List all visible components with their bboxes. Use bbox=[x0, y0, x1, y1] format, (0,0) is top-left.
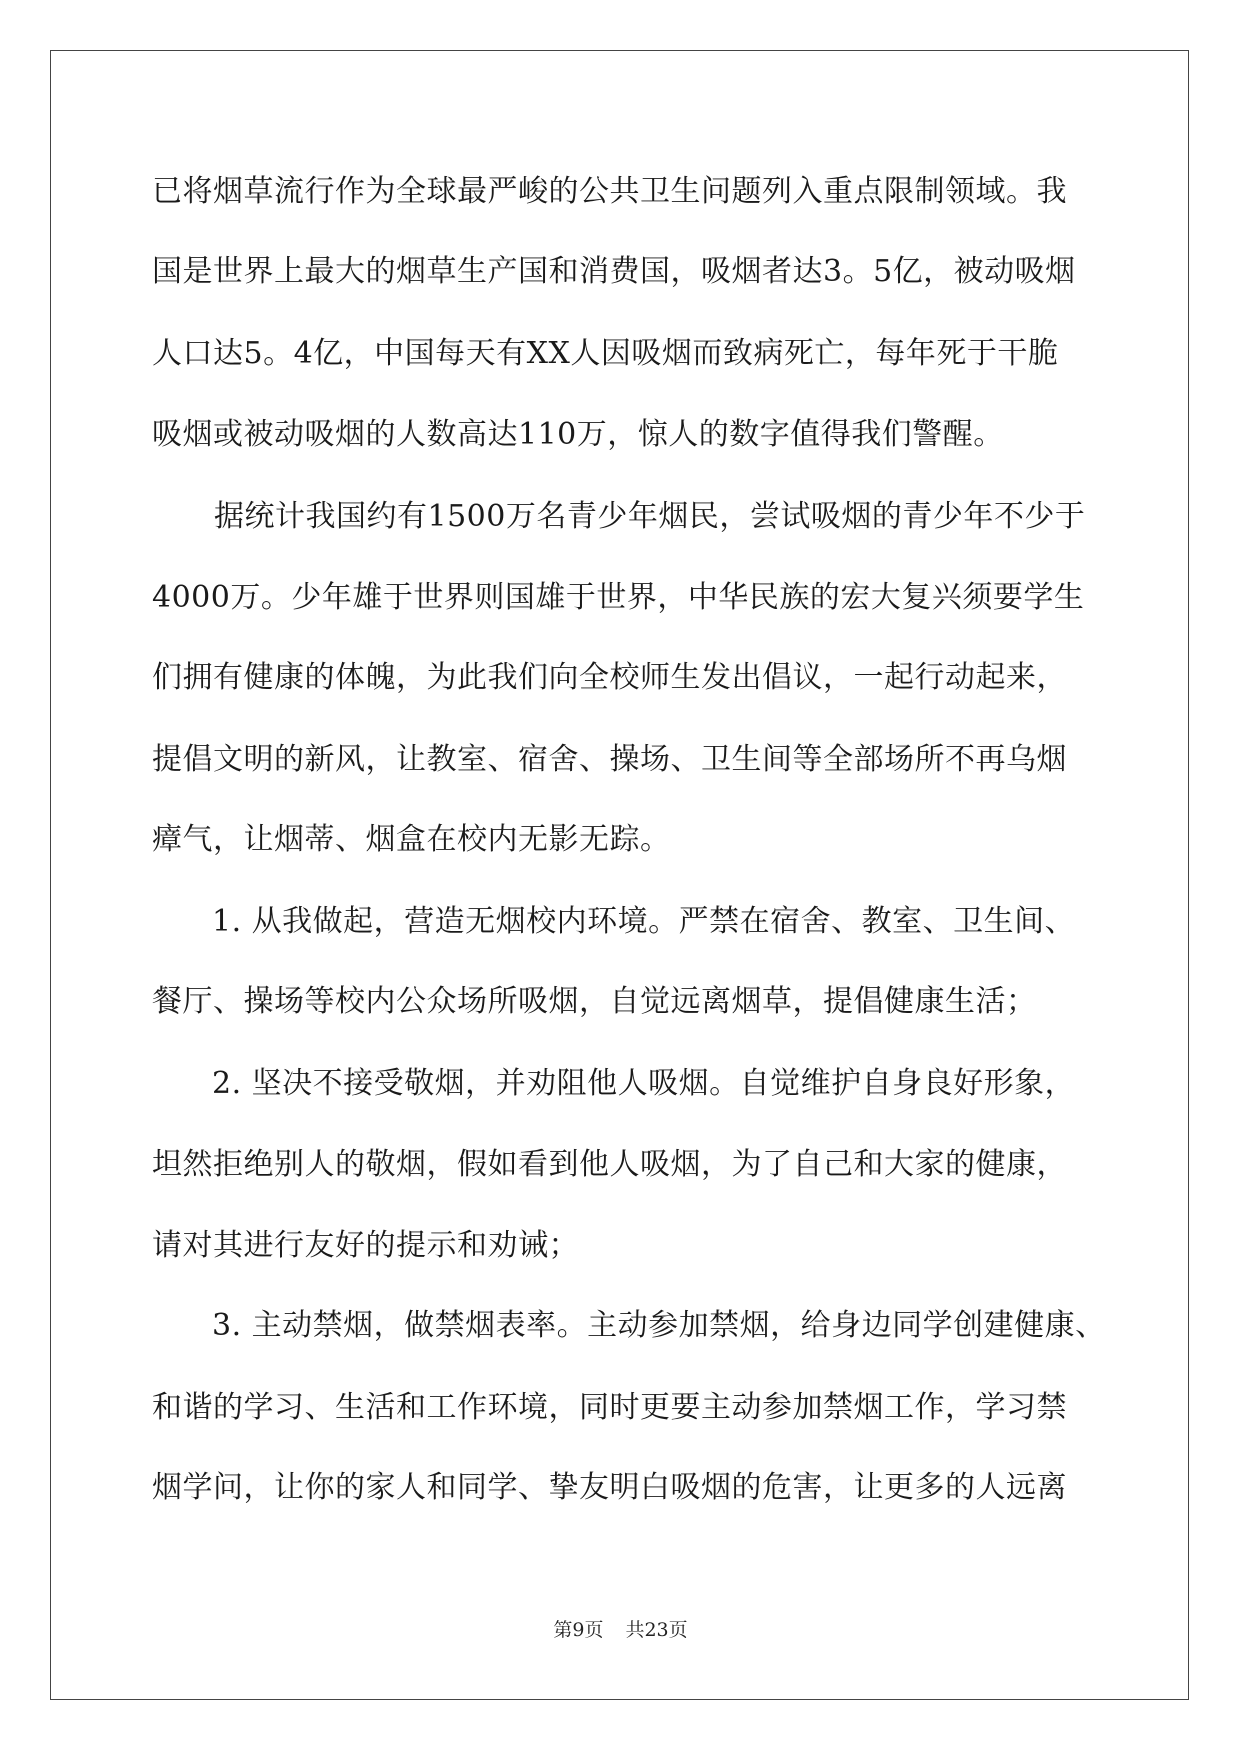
text-line: 烟学问，让你的家人和同学、挚友明白吸烟的危害，让更多的人远离 bbox=[152, 1470, 1067, 1505]
list-item-3: 3. 主动禁烟，做禁烟表率。主动参加禁烟，给身边同学创建健康、 bbox=[212, 1308, 1106, 1343]
text-line: 请对其进行友好的提示和劝诫； bbox=[152, 1228, 579, 1263]
text-line: 们拥有健康的体魄，为此我们向全校师生发出倡议，一起行动起来， bbox=[152, 660, 1067, 695]
text-line: 4000万。少年雄于世界则国雄于世界，中华民族的宏大复兴须要学生 bbox=[152, 580, 1085, 615]
paragraph-first-line: 据统计我国约有1500万名青少年烟民，尝试吸烟的青少年不少于 bbox=[214, 499, 1086, 534]
page-footer bbox=[0, 1618, 1241, 1642]
text-line: 和谐的学习、生活和工作环境，同时更要主动参加禁烟工作，学习禁 bbox=[152, 1390, 1067, 1425]
text-line: 国是世界上最大的烟草生产国和消费国，吸烟者达3。5亿，被动吸烟 bbox=[152, 254, 1076, 289]
list-item-1: 1. 从我做起，营造无烟校内环境。严禁在宿舍、教室、卫生间、 bbox=[212, 904, 1076, 939]
text-line: 餐厅、操场等校内公众场所吸烟，自觉远离烟草，提倡健康生活； bbox=[152, 984, 1037, 1019]
page-number: 第9页 bbox=[553, 1619, 604, 1641]
total-pages: 共23页 bbox=[625, 1619, 688, 1641]
text-line: 吸烟或被动吸烟的人数高达110万，惊人的数字值得我们警醒。 bbox=[152, 417, 1004, 452]
text-line: 坦然拒绝别人的敬烟，假如看到他人吸烟，为了自己和大家的健康， bbox=[152, 1147, 1067, 1182]
text-line: 人口达5。4亿，中国每天有XX人因吸烟而致病死亡，每年死于干脆 bbox=[152, 336, 1059, 371]
list-item-2: 2. 坚决不接受敬烟，并劝阻他人吸烟。自觉维护自身良好形象， bbox=[212, 1066, 1076, 1101]
page-border bbox=[50, 50, 1189, 1700]
text-line: 瘴气，让烟蒂、烟盒在校内无影无踪。 bbox=[152, 822, 671, 857]
text-line: 已将烟草流行作为全球最严峻的公共卫生问题列入重点限制领域。我 bbox=[152, 174, 1067, 209]
text-line: 提倡文明的新风，让教室、宿舍、操场、卫生间等全部场所不再乌烟 bbox=[152, 742, 1067, 777]
